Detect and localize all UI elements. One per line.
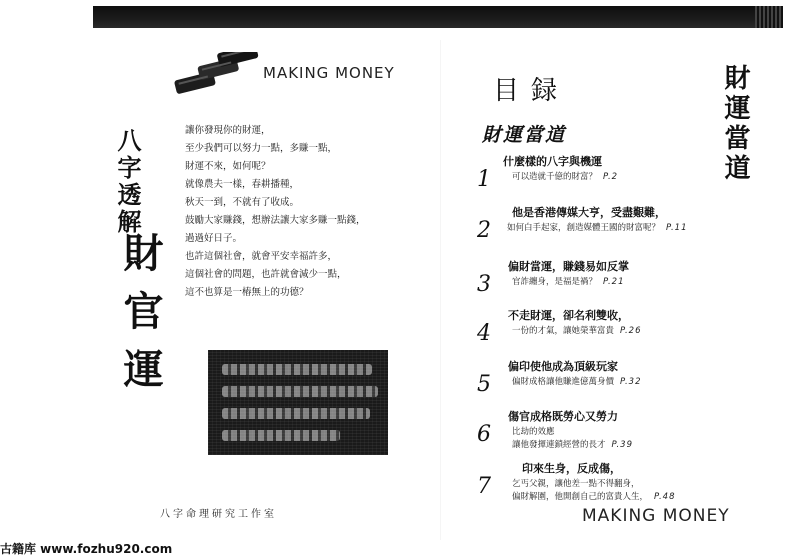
- page-reference: P.32: [620, 377, 642, 387]
- brand-making-money-left: MAKING MONEY: [263, 64, 395, 82]
- blurred-text-line: [222, 430, 340, 441]
- poem-line: 這個社會的問題，也許就會減少一點，: [185, 269, 347, 280]
- toc-number: 4: [477, 321, 491, 346]
- poem-line: 財運不來，如何呢？: [185, 161, 271, 172]
- toc-line-text: 讓他發揮連鎖經營的長才: [512, 440, 606, 450]
- toc-heading[interactable]: 傷官成格既勞心又勞力: [508, 410, 618, 423]
- poem-line: 讓你發現你的財運，: [185, 125, 271, 136]
- dark-image-block: [208, 350, 388, 455]
- poem-line: 這不也算是一樁無上的功德？: [185, 287, 309, 298]
- blurred-text-line: [222, 408, 370, 419]
- cover-poem: [185, 122, 366, 302]
- toc-line-text: 乞丐父親，讓他差一點不得翻身，: [512, 479, 640, 489]
- toc-line-text: 一份的才氣，讓她榮華富貴: [512, 326, 615, 336]
- toc-line-text: 官詐纏身，是福是禍？: [512, 277, 598, 287]
- toc-number: 3: [477, 272, 491, 297]
- cover-vertical-subtitle: 八字透解: [113, 128, 142, 236]
- poem-line: 過過好日子。: [185, 233, 243, 244]
- toc-heading[interactable]: 偏印使他成為頂級玩家: [508, 360, 618, 373]
- poem-line: 也許這個社會，就會平安幸福許多，: [185, 251, 338, 262]
- page-fold: [440, 40, 441, 540]
- toc-line[interactable]: [512, 275, 625, 287]
- toc-line[interactable]: [512, 375, 642, 387]
- blurred-text-line: [222, 386, 378, 397]
- toc-line-text: 偏財成格讓他賺進億萬身價: [512, 377, 615, 387]
- poem-line: 秋天一到，不就有了收成。: [185, 197, 300, 208]
- cover-vertical-title: 財官運: [117, 232, 164, 406]
- toc-number: 1: [477, 167, 491, 192]
- toc-line[interactable]: [512, 490, 676, 502]
- toc-number: 2: [477, 218, 491, 243]
- toc-line[interactable]: [512, 324, 642, 336]
- toc-number: 5: [477, 372, 491, 397]
- toc-line-text: 可以造就千億的財富？: [512, 172, 598, 182]
- toc-heading[interactable]: 什麼樣的八字與機運: [503, 155, 602, 168]
- toc-heading[interactable]: 印來生身，反成傷，: [522, 462, 621, 475]
- page-reference: P.48: [654, 492, 676, 502]
- poem-line: 鼓勵大家賺錢，想辦法讓大家多賺一點錢，: [185, 215, 366, 226]
- page-reference: P.11: [666, 223, 688, 233]
- toc-heading[interactable]: 偏財當運，賺錢易如反掌: [508, 260, 629, 273]
- brand-making-money-right: MAKING MONEY: [582, 506, 730, 526]
- toc-line[interactable]: [512, 477, 640, 489]
- blurred-text-line: [222, 364, 372, 375]
- watermark-text: 古籍库 www.fozhu920.com: [0, 542, 173, 556]
- top-black-band: [93, 6, 783, 28]
- toc-number: 6: [477, 422, 491, 447]
- money-logo-icon: [170, 52, 266, 100]
- toc-title: 目録: [493, 76, 570, 106]
- toc-line-text: 如何白手起家，創造媒體王國的財富呢？: [507, 223, 661, 233]
- page-reference: P.26: [620, 326, 642, 336]
- page-reference: P.2: [603, 172, 619, 182]
- toc-line-text: 偏財解圍，他開創自己的富貴人生，: [512, 492, 649, 502]
- toc-line-text: 比劫的效應: [512, 427, 555, 437]
- toc-heading[interactable]: 他是香港傳媒大亨，受盡艱難，: [512, 206, 666, 219]
- toc-number: 7: [477, 474, 491, 499]
- right-vertical-title: 財運當道: [720, 64, 750, 184]
- page-reference: P.21: [603, 277, 625, 287]
- toc-line[interactable]: [507, 221, 688, 233]
- toc-line[interactable]: [512, 425, 555, 437]
- poem-line: 就像農夫一樣，春耕播種，: [185, 179, 300, 190]
- toc-heading[interactable]: 不走財運，卻名利雙收，: [508, 309, 629, 322]
- toc-section-title: 財運當道: [482, 124, 567, 146]
- toc-line[interactable]: [512, 170, 618, 182]
- studio-credit: 八字命理研究工作室: [160, 509, 277, 520]
- toc-line[interactable]: [512, 438, 633, 450]
- page-reference: P.39: [611, 440, 633, 450]
- poem-line: 至少我們可以努力一點，多賺一點，: [185, 143, 338, 154]
